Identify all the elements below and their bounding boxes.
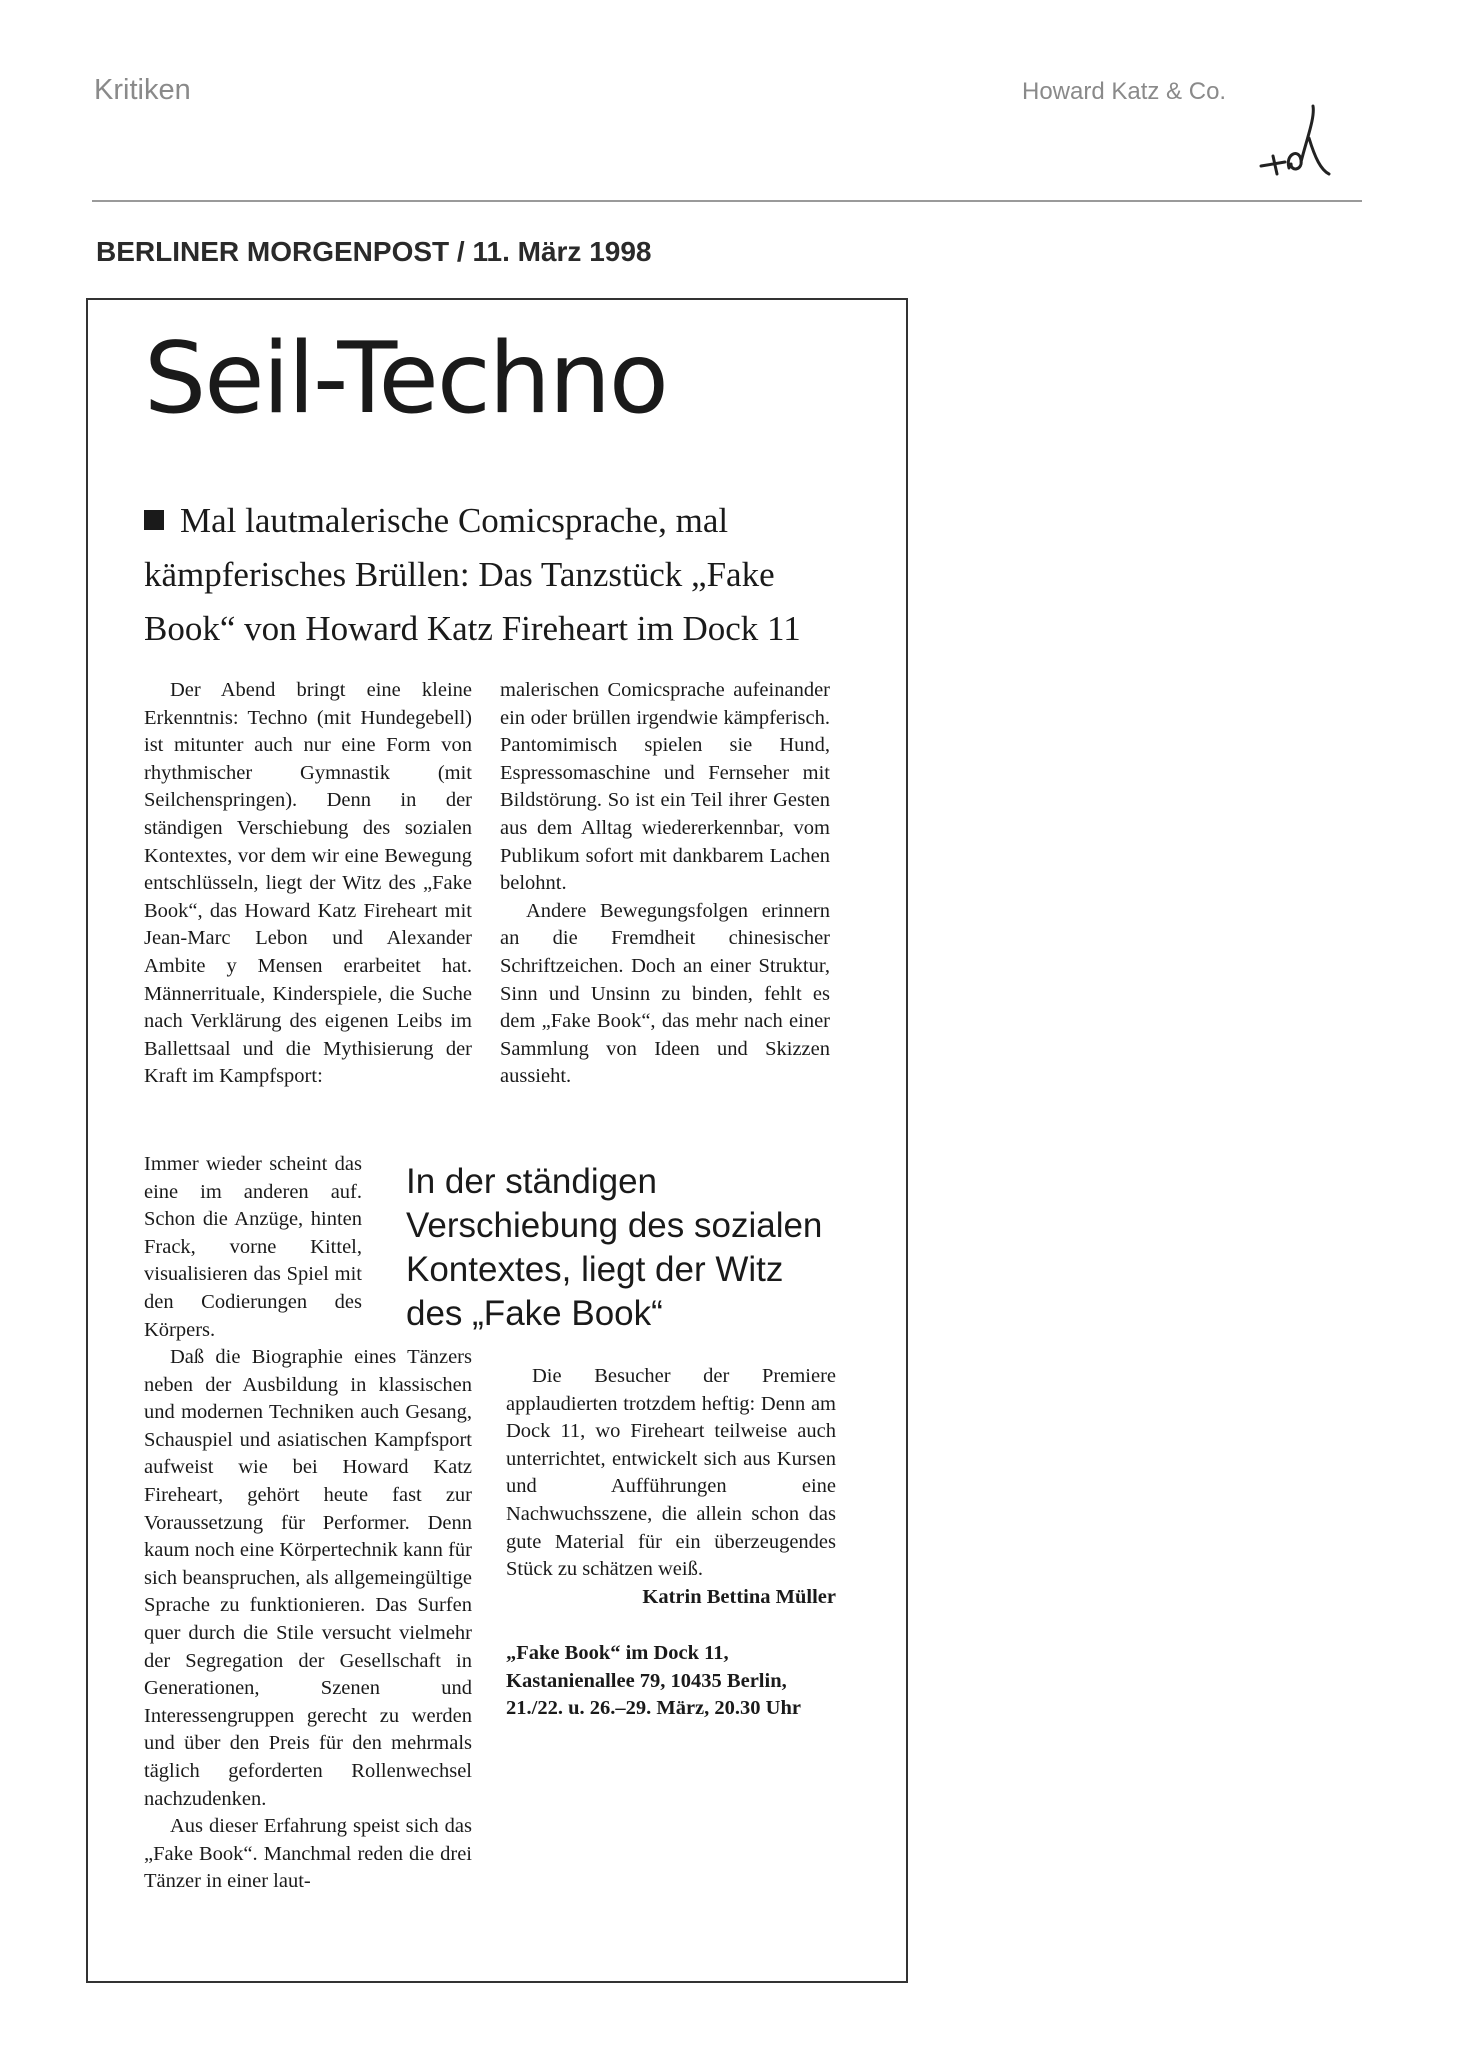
- deck-text: Mal lautmalerische Comicsprache, mal kämpferisches Brüllen: Das Tanzstück „Fake Book“ von Howard Katz Fireheart im Dock 11: [144, 501, 801, 648]
- event-info: „Fake Book“ im Dock 11, Kastanienallee 79, 10435 Berlin, 21./22. u. 26.–29. März, 20.30 Uhr: [506, 1642, 801, 1720]
- column-2-bottom: [506, 1363, 836, 1611]
- section-label: Kritiken: [94, 74, 191, 106]
- header-divider: [92, 200, 1362, 202]
- paragraph: Die Besucher der Premiere applaudierten trotzdem heftig: Denn am Dock 11, wo Fireheart teilweise auch unterrichtet, entwickelt sich aus Kursen und Aufführungen eine Nachwuchsszene, die allein schon das gute Material für ein überzeugendes Stück zu schätzen weiß.: [506, 1365, 836, 1581]
- column-1-top: [144, 677, 472, 1091]
- company-name: Howard Katz & Co.: [1022, 78, 1227, 105]
- publication-source: BERLINER MORGENPOST / 11. März 1998: [96, 236, 652, 267]
- paragraph: Der Abend bringt eine kleine Erkenntnis: Techno (mit Hundegebell) ist mitunter auch nur eine Form von rhythmischer Gymnastik (mit Seilchenspringen). Denn in der ständigen Verschiebung des sozialen Kontextes, vor dem wir eine Bewegung entschlüsseln, liegt der Witz des „Fake Book“, das Howard Katz Fireheart mit Jean-Marc Lebon und Alexander Ambite y Mensen erarbeitet hat. Männerrituale, Kinderspiele, die Suche nach Verklärung des eigenen Leibs im Ballettsaal und die Mythisierung der Kraft im Kampfsport:: [144, 679, 472, 1088]
- author-byline: Katrin Bettina Müller: [642, 1585, 836, 1608]
- square-bullet-icon: [144, 510, 164, 530]
- column-2-top: [500, 677, 830, 1091]
- pull-quote: In der ständigen Verschiebung des sozialen Kontextes, liegt der Witz des „Fake Book“: [406, 1162, 823, 1333]
- column-1-bottom: [144, 1344, 472, 1896]
- paragraph: Aus dieser Erfahrung speist sich das „Fake Book“. Manchmal reden die drei Tänzer in einer laut-: [144, 1815, 472, 1893]
- article-headline: Seil-Techno: [144, 322, 667, 436]
- paragraph: Andere Bewegungsfolgen erinnern an die Fremdheit chinesischer Schriftzeichen. Doch an einer Struktur, Sinn und Unsinn zu binden, fehlt es dem „Fake Book“, das mehr nach einer Sammlung von Ideen und Skizzen aussieht.: [500, 899, 830, 1088]
- paragraph: Daß die Biographie eines Tänzers neben der Ausbildung in klassischen und modernen Techniken auch Gesang, Schauspiel und asiatischen Kampfsport aufweist wie bei Howard Katz Fireheart, gehört heute fast zur Voraussetzung für Performer. Denn kaum noch eine Körpertechnik kann für sich beanspruchen, als allgemeingültige Sprache zu funktionieren. Das Surfen quer durch die Stile versucht vielmehr der Segregation der Gesellschaft in Generationen, Szenen und Interessengruppen gerecht zu werden und über den Preis für den mehrmals täglich geforderten Rollenwechsel nachzudenken.: [144, 1346, 472, 1810]
- paragraph: Immer wieder scheint das eine im anderen auf. Schon die Anzüge, hinten Frack, vorne Kittel, visualisieren das Spiel mit den Codierungen des Körpers.: [144, 1153, 362, 1341]
- column-1-wrap: [144, 1151, 362, 1344]
- paragraph: malerischen Comicsprache aufeinander ein oder brüllen irgendwie kämpferisch. Pantomimisch spielen sie Hund, Espressomaschine und Fernseher mit Bildstörung. So ist ein Teil ihrer Gesten aus dem Alltag wiedererkennbar, vom Publikum sofort mit dankbarem Lachen belohnt.: [500, 679, 830, 895]
- handwritten-signature: [1255, 98, 1335, 188]
- article-deck: [144, 494, 864, 656]
